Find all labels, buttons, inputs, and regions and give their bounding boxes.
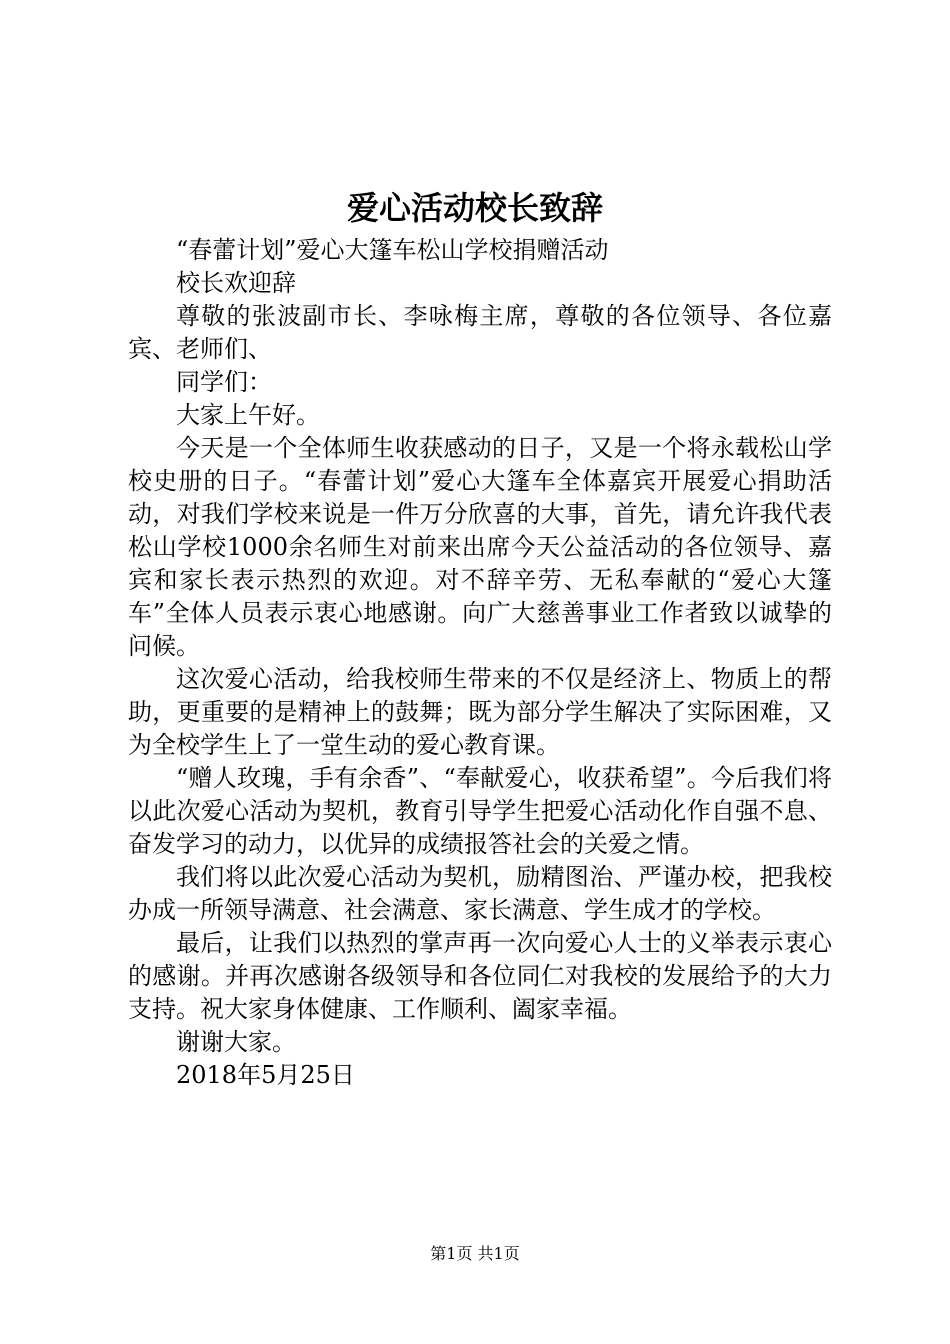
paragraph-greeting: 大家上午好。 xyxy=(176,401,320,429)
paragraph-body: 这次爱心活动，给我校师生带来的不仅是经济上、物质上的帮助，更重要的是精神上的鼓舞；既为部分学生解决了实际困难，又为全校学生上了一堂生动的爱心教育课。 xyxy=(128,665,832,759)
document-body xyxy=(128,234,832,1092)
paragraph-body: “赠人玫瑰，手有余香”、“奉献爱心，收获希望”。今后我们将以此次爱心活动为契机，教育引导学生把爱心活动化作自强不息、奋发学习的动力，以优异的成绩报答社会的关爱之情。 xyxy=(128,764,832,858)
paragraph-date: 2018年5月25日 xyxy=(176,1061,355,1089)
page-footer: 第1页 共1页 xyxy=(430,1244,520,1263)
paragraph-body: 我们将以此次爱心活动为契机，励精图治、严谨办校，把我校办成一所领导满意、社会满意、家长满意、学生成才的学校。 xyxy=(128,863,832,924)
paragraph-heading: 校长欢迎辞 xyxy=(176,269,296,297)
paragraph-salutation-cont: 同学们： xyxy=(176,368,272,396)
paragraph-salutation: 尊敬的张波副市长、李咏梅主席，尊敬的各位领导、各位嘉宾、老师们、 xyxy=(128,302,832,363)
paragraph-closing: 谢谢大家。 xyxy=(176,1028,296,1056)
paragraph-body: 最后，让我们以热烈的掌声再一次向爱心人士的义举表示衷心的感谢。并再次感谢各级领导和各位同仁对我校的发展给予的大力支持。祝大家身体健康、工作顺利、阖家幸福。 xyxy=(128,929,832,1023)
document-title: 爱心活动校长致辞 xyxy=(346,189,603,227)
paragraph-subtitle: “春蕾计划”爱心大篷车松山学校捐赠活动 xyxy=(176,236,609,264)
paragraph-body: 今天是一个全体师生收获感动的日子，又是一个将永载松山学校史册的日子。“春蕾计划”爱心大篷车全体嘉宾开展爱心捐助活动，对我们学校来说是一件万分欣喜的大事，首先，请允许我代表松山学校1000余名师生对前来出席今天公益活动的各位领导、嘉宾和家长表示热烈的欢迎。对不辞辛劳、无私奉献的“爱心大篷车”全体人员表示衷心地感谢。向广大慈善事业工作者致以诚挚的问候。 xyxy=(128,434,832,660)
